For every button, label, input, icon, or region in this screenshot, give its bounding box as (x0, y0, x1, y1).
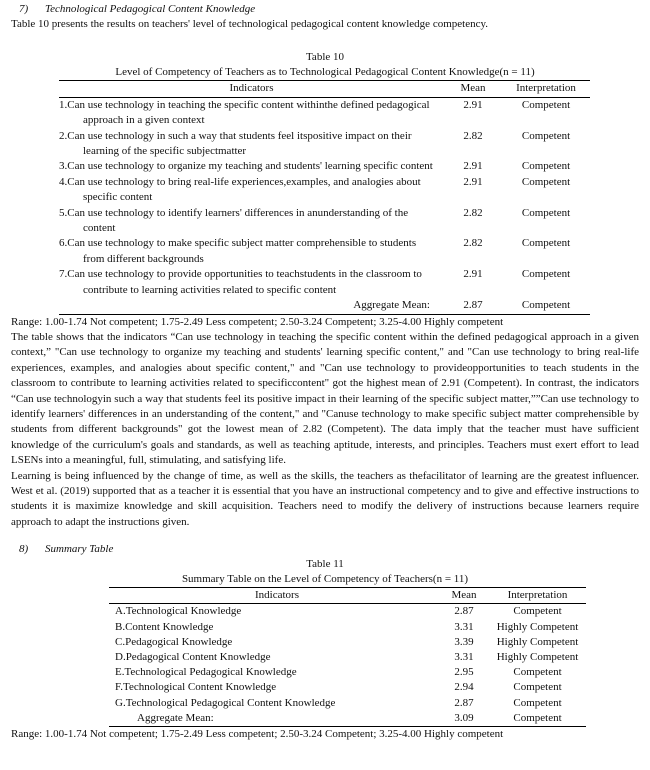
indicator-cell: A.Technological Knowledge (115, 605, 242, 618)
indicator-text: Can use technology to organize my teaching and students' learning specific content (67, 160, 433, 173)
table-10-header-row (59, 81, 590, 97)
interpretation-cell: Competent (513, 696, 562, 709)
indicator-text: Can use technology to make specific subject matter comprehensible to students from different backgrounds (67, 237, 417, 265)
interpretation-cell: Competent (521, 98, 571, 111)
table-row (59, 129, 590, 160)
indicator-number: 2. (59, 129, 68, 142)
aggregate-row (109, 711, 586, 727)
indicator-cell (59, 129, 444, 160)
interpretation-cell: Competent (513, 666, 562, 679)
table-row (109, 696, 586, 711)
indicator-text-wrap (59, 98, 444, 129)
section-7-heading (11, 2, 639, 17)
mean-cell: 2.82 (463, 237, 483, 250)
table-row (59, 159, 590, 174)
indicator-text-wrap (59, 267, 444, 298)
indicator-cell: E.Technological Pedagogical Knowledge (115, 666, 297, 679)
mean-cell: 2.87 (454, 696, 474, 709)
indicator-number: 1. (59, 98, 68, 111)
mean-cell: 2.82 (463, 206, 483, 219)
indicator-cell (59, 206, 444, 237)
aggregate-label: Aggregate Mean: (137, 711, 214, 724)
indicator-cell (59, 267, 444, 298)
aggregate-mean: 3.09 (454, 711, 474, 724)
table-row (109, 620, 586, 635)
table-11-header-row (109, 588, 586, 604)
table-row (59, 236, 590, 267)
section-8-title: Summary Table (45, 543, 114, 556)
interpretation-cell: Competent (521, 268, 571, 281)
aggregate-interpretation: Competent (513, 711, 562, 724)
header-interpretation: Interpretation (516, 82, 576, 95)
discussion-paragraph-1: The table shows that the indicators “Can use technology in teaching the specific content within the defined pedagogical approach in a given context,” "Can use technology to organize my teaching and students' learning specific content," and "Can use technology to bring real-life experiences, examples, and analogies about specific content," and "Can use technology to provideopportunities to teach students in the classroom to contribute to learning activities related to specificcontent" got the highest mean of 2.91 (Competent). In contrast, the indicators “Can use technologyin such a way that students feel its positive impact in their learning of the specific subject matter,””Can use technology to identify learners' differences in an understanding of the content," and "Canuse technology to make specific subject matter comprehensible by students from different backgrounds" got the lowest mean of 2.82 (Competent). The data imply that the teacher must have sufficient knowledge of the curriculum's goals and standards, as well as teaching aptitude, interests, and principles. Teachers must exert effort to lead LSENs into a meaningful, full, stimulating, and satisfying life. (11, 330, 639, 467)
indicator-cell: B.Content Knowledge (115, 620, 214, 633)
indicator-text-wrap (59, 236, 444, 267)
section-7-number: 7) (19, 3, 29, 15)
interpretation-cell: Competent (521, 206, 571, 219)
discussion-paragraph-2: Learning is being influenced by the change of time, as well as the skills, the teachers as thefacilitator of learning are the greatest influencer. West et al. (2019) supported that as a teacher it is essential that you have an instructional competency and to give and effective instructions to students it is maximize knowledge and skill acquisition. Teachers need to modify the delivery of instructions because learners require approach to adapt the instructions given. (11, 469, 639, 528)
table-10-title: Level of Competency of Teachers as to Technological Pedagogical Content Knowledge(n = 11) (115, 66, 535, 79)
interpretation-cell: Highly Competent (496, 620, 579, 633)
table-row (109, 635, 586, 650)
interpretation-cell: Highly Competent (496, 635, 579, 648)
indicator-number: 7. (59, 268, 68, 281)
mean-cell: 2.82 (463, 129, 483, 142)
indicator-cell (59, 236, 444, 267)
interpretation-cell: Competent (521, 129, 571, 142)
mean-cell: 2.95 (454, 666, 474, 679)
header-mean: Mean (451, 589, 477, 602)
indicator-text-wrap (59, 129, 444, 160)
indicator-number: 5. (59, 206, 68, 219)
indicator-text: Can use technology to bring real-life experiences,examples, and analogies about specific content (67, 175, 421, 204)
interpretation-cell: Competent (513, 605, 562, 618)
aggregate-row (59, 298, 590, 314)
mean-cell: 3.31 (454, 651, 474, 663)
indicator-text-wrap (59, 159, 444, 174)
indicator-text: Can use technology to provide opportunities to teachstudents in the classroom to contribute to learning activities related to specific content (67, 268, 422, 296)
header-indicators: Indicators (255, 589, 299, 602)
indicator-number: 6. (59, 237, 68, 250)
aggregate-label: Aggregate Mean: (353, 299, 430, 312)
indicator-cell: F.Technological Content Knowledge (115, 681, 277, 694)
indicator-cell: C.Pedagogical Knowledge (115, 635, 233, 648)
indicator-text-wrap (59, 175, 444, 206)
interpretation-cell: Competent (521, 175, 571, 188)
table-row (109, 665, 586, 680)
mean-cell: 2.91 (463, 98, 483, 111)
indicator-number: 3. (59, 160, 68, 173)
header-indicators: Indicators (229, 82, 274, 95)
table-row (109, 650, 586, 665)
table-row (59, 175, 590, 206)
table-11-title: Summary Table on the Level of Competency of Teachers(n = 11) (181, 573, 469, 586)
mean-cell: 3.31 (454, 620, 474, 633)
table-row (59, 206, 590, 237)
header-mean: Mean (460, 82, 486, 95)
indicator-text-wrap (59, 206, 444, 237)
interpretation-cell: Competent (513, 681, 562, 694)
table-row (109, 680, 586, 695)
aggregate-interpretation: Competent (521, 299, 571, 312)
indicator-cell (59, 97, 444, 128)
indicator-cell: D.Pedagogical Content Knowledge (115, 651, 271, 663)
interpretation-cell: Highly Competent (496, 651, 579, 663)
table-11-label: Table 11 (306, 558, 344, 571)
table-10 (59, 80, 590, 314)
table-row (59, 97, 590, 128)
mean-cell: 2.91 (463, 268, 483, 281)
mean-cell: 2.91 (463, 175, 483, 188)
table-row (109, 604, 586, 620)
header-interpretation: Interpretation (507, 589, 568, 602)
mean-cell: 2.94 (454, 681, 474, 694)
table-10-label: Table 10 (305, 51, 345, 64)
indicator-text: Can use technology to identify learners' differences in anunderstanding of the content (67, 206, 409, 235)
indicator-cell (59, 175, 444, 206)
section-8-number: 8) (19, 543, 29, 556)
table-10-intro: Table 10 presents the results on teachers' level of technological pedagogical content knowledge competency. (11, 18, 488, 30)
table-row (59, 267, 590, 298)
aggregate-mean: 2.87 (463, 299, 483, 312)
mean-cell: 2.87 (454, 605, 474, 618)
mean-cell: 2.91 (463, 160, 483, 173)
indicator-number: 4. (59, 175, 68, 188)
table-11 (109, 587, 586, 727)
section-8-heading (11, 542, 639, 557)
interpretation-cell: Competent (521, 237, 571, 250)
interpretation-cell: Competent (521, 160, 571, 173)
section-7-title: Technological Pedagogical Content Knowledge (45, 3, 256, 15)
indicator-cell (59, 159, 444, 174)
indicator-cell: G.Technological Pedagogical Content Knowledge (115, 696, 336, 709)
indicator-text: Can use technology in such a way that students feel itspositive impact on their learning of the specific subjectmatter (67, 129, 412, 158)
mean-cell: 3.39 (454, 635, 474, 648)
table-10-range-note: Range: 1.00-1.74 Not competent; 1.75-2.49 Less competent; 2.50-3.24 Competent; 3.25-4.00 Highly competent (11, 315, 504, 328)
document-page (11, 2, 639, 742)
table-11-range-note: Range: 1.00-1.74 Not competent; 1.75-2.49 Less competent; 2.50-3.24 Competent; 3.25-4.00 Highly competent (11, 728, 504, 741)
indicator-text: Can use technology in teaching the specific content withinthe defined pedagogical approach in a given context (67, 98, 430, 127)
